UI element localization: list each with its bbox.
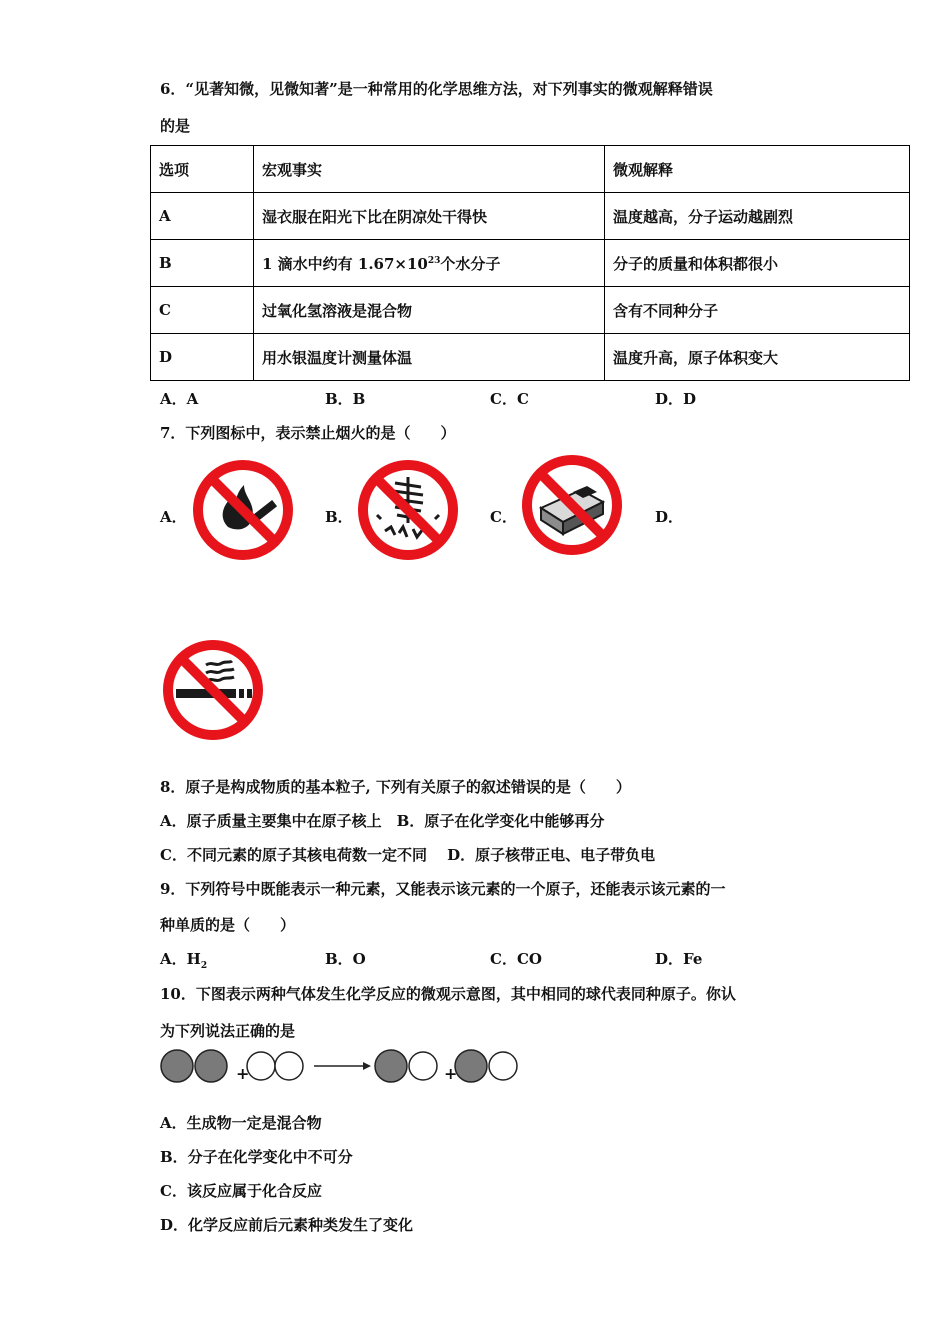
q8-stem: 8．原子是构成物质的基本粒子, 下列有关原子的叙述错误的是（ ） (160, 778, 631, 796)
q7-stem: 7．下列图标中，表示禁止烟火的是（ ） (160, 424, 456, 442)
table-cell-explain: 温度越高，分子运动越剧烈 (605, 193, 910, 240)
q6-option-d: D．D (655, 390, 697, 408)
q9-option-d: D．Fe (655, 950, 703, 968)
table-header: 微观解释 (605, 146, 910, 193)
q6-option-a: A．A (160, 390, 199, 408)
grey-atom (195, 1050, 227, 1082)
q9-stem-line1: 9．下列符号中既能表示一种元素，又能表示该元素的一个原子，还能表示该元素的一 (160, 880, 726, 898)
q6-option-c: C．C (490, 390, 529, 408)
q9-option-b: B．O (325, 950, 366, 968)
q8-options-line2: C．不同元素的原子其核电荷数一定不同 D．原子核带正电、电子带负电 (160, 846, 656, 864)
table-cell-explain: 含有不同种分子 (605, 287, 910, 334)
table-cell-option: D (151, 334, 254, 381)
q7-label-b: B． (325, 508, 353, 526)
no-fire-icon (190, 457, 296, 563)
no-firecrackers-icon (355, 457, 461, 563)
white-atom (247, 1052, 275, 1080)
table-row (151, 287, 910, 334)
plus-sign: + (236, 1064, 250, 1083)
white-atom (489, 1052, 517, 1080)
option-text: A．H (160, 950, 201, 968)
table-cell-option: C (151, 287, 254, 334)
table-header-row (151, 146, 910, 193)
table-header: 宏观事实 (254, 146, 605, 193)
q10-option-d: D．化学反应前后元素种类发生了变化 (160, 1216, 414, 1234)
fact-text: 个水分子 (440, 254, 501, 273)
q6-table (150, 145, 910, 381)
table-cell-option: B (151, 240, 254, 287)
grey-atom (455, 1050, 487, 1082)
white-atom (275, 1052, 303, 1080)
table-row (151, 334, 910, 381)
subscript: 2 (200, 961, 208, 971)
q9-option-a (160, 948, 207, 971)
q6-stem-line2: 的是 (160, 117, 191, 135)
table-cell-fact (254, 240, 605, 287)
table-row (151, 193, 910, 240)
q9-stem-line2: 种单质的是（ ） (160, 916, 296, 934)
exponent: 23 (427, 255, 441, 266)
table-cell-explain: 分子的质量和体积都很小 (605, 240, 910, 287)
q7-label-a: A． (160, 508, 187, 526)
fact-text: 1 滴水中约有 1.67×10 (262, 254, 428, 273)
q7-label-d: D． (655, 508, 684, 526)
plus-sign: + (444, 1064, 458, 1083)
q10-stem-line1: 10．下图表示两种气体发生化学反应的微观示意图，其中相同的球代表同种原子。你认 (160, 985, 736, 1003)
q8-options-line1: A．原子质量主要集中在原子核上 B．原子在化学变化中能够再分 (160, 812, 605, 830)
q7-label-c: C． (490, 508, 517, 526)
table-cell-fact: 用水银温度计测量体温 (254, 334, 605, 381)
table-cell-explain: 温度升高，原子体积变大 (605, 334, 910, 381)
no-smoking-icon (160, 637, 266, 743)
table-cell-fact: 湿衣服在阳光下比在阴凉处干得快 (254, 193, 605, 240)
arrow-head-icon (363, 1062, 371, 1070)
q10-option-a: A．生成物一定是混合物 (160, 1114, 322, 1132)
q9-option-c: C．CO (490, 950, 542, 968)
grey-atom (161, 1050, 193, 1082)
table-row (151, 240, 910, 287)
table-cell-fact: 过氧化氢溶液是混合物 (254, 287, 605, 334)
no-matches-icon (519, 452, 625, 558)
q6-option-b: B．B (325, 390, 366, 408)
grey-atom (375, 1050, 407, 1082)
reaction-diagram (158, 1048, 523, 1088)
q6-stem-line1: 6．“见著知微，见微知著”是一种常用的化学思维方法，对下列事实的微观解释错误 (160, 80, 713, 98)
white-atom (409, 1052, 437, 1080)
q10-stem-line2: 为下列说法正确的是 (160, 1022, 296, 1040)
table-header: 选项 (151, 146, 254, 193)
q10-option-c: C．该反应属于化合反应 (160, 1182, 322, 1200)
q10-option-b: B．分子在化学变化中不可分 (160, 1148, 353, 1166)
table-cell-option: A (151, 193, 254, 240)
